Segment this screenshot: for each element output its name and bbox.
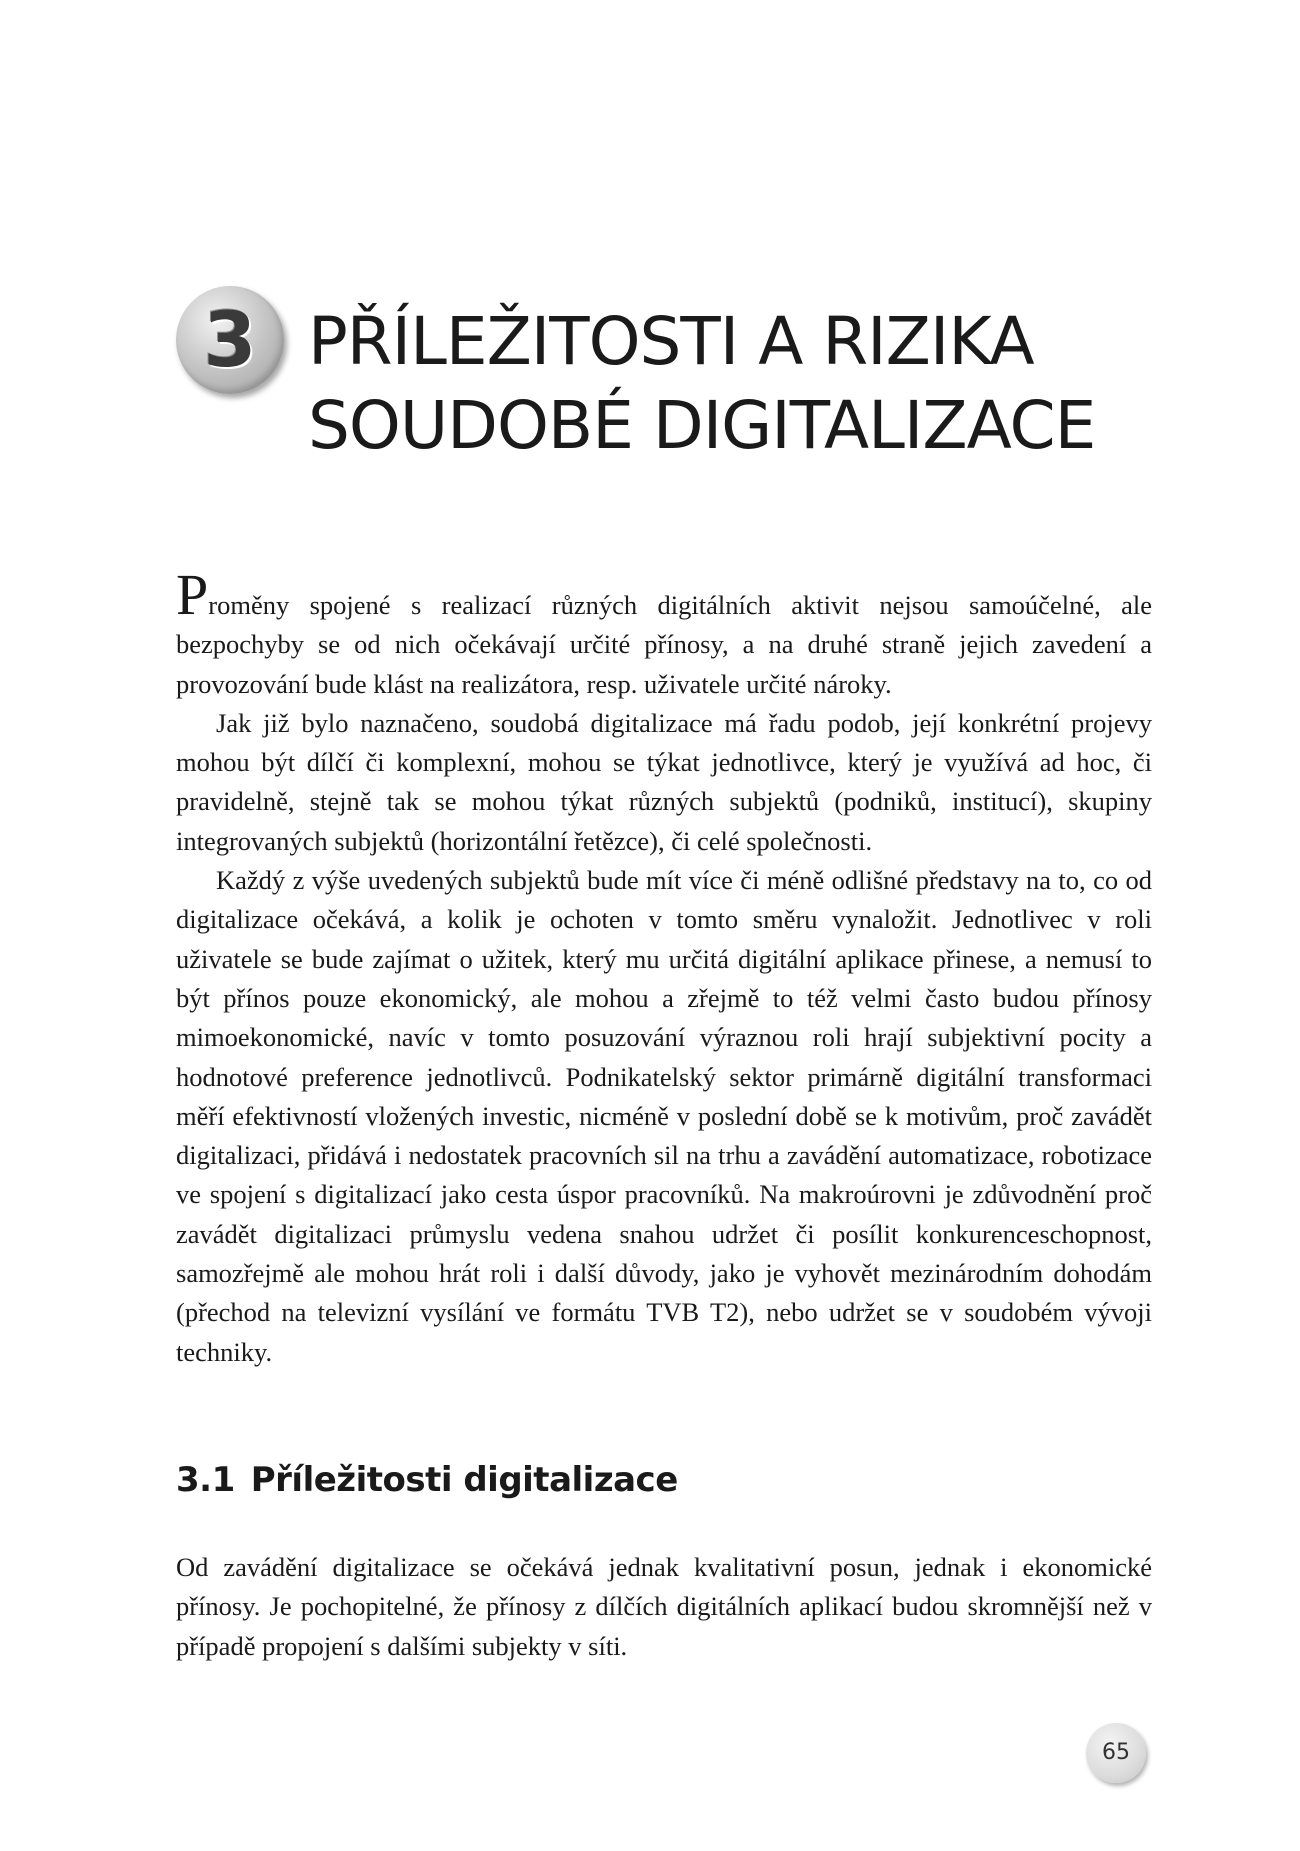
drop-cap: P	[176, 562, 209, 627]
section-number: 3.1	[176, 1460, 235, 1500]
page-number: 65	[1102, 1740, 1130, 1765]
page-number-badge	[1086, 1723, 1146, 1783]
intro-paragraph-3: Každý z výše uvedených subjektů bude mít více či méně odlišné představy na to, co od digitalizace očekává, a kolik je ochoten v tomto směru vynaložit. Jednotlivec v roli uživatele se bude zajímat o užitek, který mu určitá digitální aplikace přinese, a nemusí to být přínos pouze ekonomický, ale mohou a zřejmě to též velmi často budou přínosy mimoekonomické, navíc v tomto posuzování výraznou roli hrají subjektivní pocity a hodnotové preference jednotlivců. Podnikatelský sektor primárně digitální transformaci měří efektivností vložených investic, nicméně v poslední době se k motivům, proč zavádět digitalizaci, přidává i nedostatek pracovních sil na trhu a zavádění automatizace, robotizace ve spojení s digitalizací jako cesta úspor pracovníků. Na makroúrovni je zdůvodnění proč zavádět digitalizaci průmyslu vedena snahou udržet či posílit konkurenceschopnost, samozřejmě ale mohou hrát roli i další důvody, jako je vyhovět mezinárodním dohodám (přechod na televizní vysílání ve formátu TVB T2), nebo udržet se v soudobém vývoji techniky.	[176, 865, 1152, 1367]
section-title: Příležitosti digitalizace	[250, 1460, 678, 1500]
chapter-title	[308, 300, 1208, 468]
intro-paragraph-1-text: roměny spojené s realizací různých digitálních aktivit nejsou samoúčelné, ale bezpochyby se od nich očekávají určité přínosy, a na druhé straně jejich zavedení a provozování bude klást na realizátora, resp. uživatele určité nároky.	[176, 590, 1152, 699]
section-heading	[176, 1458, 678, 1502]
chapter-number: 3	[203, 295, 257, 384]
intro-paragraph-1	[176, 562, 1152, 704]
intro-paragraph-2: Jak již bylo naznačeno, soudobá digitalizace má řadu podob, její konkrétní projevy mohou být dílčí či komplexní, mohou se týkat jednotlivce, který je využívá ad hoc, či pravidelně, stejně tak se mohou týkat různých subjektů (podniků, institucí), skupiny integrovaných subjektů (horizontální řetězce), či celé společnosti.	[176, 707, 1152, 856]
chapter-title-line-1: PŘÍLEŽITOSTI A RIZIKA	[308, 303, 1034, 380]
chapter-title-line-2: SOUDOBÉ DIGITALIZACE	[308, 387, 1096, 464]
chapter-intro-text	[176, 562, 1152, 1372]
section-paragraph-1: Od zavádění digitalizace se očekává jednak kvalitativní posun, jednak i ekonomické přínosy. Je pochopitelné, že přínosy z dílčích digitálních aplikací budou skromnější než v případě propojení s dalšími subjekty v síti.	[176, 1552, 1152, 1661]
chapter-number-badge	[176, 286, 284, 394]
